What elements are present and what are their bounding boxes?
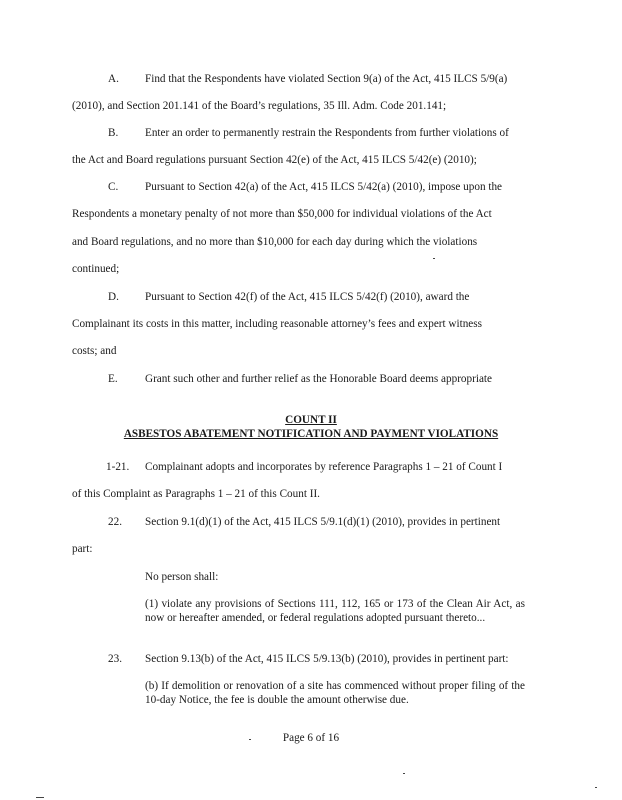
scan-speck <box>249 739 251 740</box>
scan-speck <box>36 797 44 798</box>
prayer-e-letter: E. <box>108 373 118 385</box>
prayer-a-line1: Find that the Respondents have violated Section 9(a) of the Act, 415 ILCS 5/9(a) <box>145 73 508 85</box>
paragraph-22-line2: part: <box>72 543 93 555</box>
paragraph-23-line1: Section 9.13(b) of the Act, 415 ILCS 5/9.13(b) (2010), provides in pertinent part: <box>145 653 509 665</box>
scan-speck <box>595 787 597 788</box>
prayer-d-letter: D. <box>108 291 119 303</box>
page-number: Page 6 of 16 <box>282 732 340 744</box>
prayer-a-letter: A. <box>108 73 119 85</box>
paragraph-1-21-line1: Complainant adopts and incorporates by reference Paragraphs 1 – 21 of Count I <box>145 461 503 473</box>
prayer-c-line3: and Board regulations, and no more than $10,000 for each day during which the violations <box>72 236 478 248</box>
prayer-b-letter: B. <box>108 127 119 139</box>
paragraph-22-quote-body: (1) violate any provisions of Sections 111, 112, 165 or 173 of the Clean Air Act, as now or hereafter amended, or federal regulations adopted pursuant thereto... <box>145 598 525 624</box>
paragraph-1-21-line2: of this Complaint as Paragraphs 1 – 21 of this Count II. <box>72 488 320 500</box>
prayer-e-line1: Grant such other and further relief as the Honorable Board deems appropriate <box>145 373 492 385</box>
prayer-a-line2: (2010), and Section 201.141 of the Board’s regulations, 35 Ill. Adm. Code 201.141; <box>72 100 447 112</box>
prayer-c-letter: C. <box>108 181 119 193</box>
prayer-b-line2: the Act and Board regulations pursuant Section 42(e) of the Act, 415 ILCS 5/42(e) (2010); <box>72 154 477 166</box>
prayer-c-line2: Respondents a monetary penalty of not more than $50,000 for individual violations of the Act <box>72 208 492 220</box>
paragraph-22-quote-intro: No person shall: <box>145 571 219 583</box>
paragraph-22-number: 22. <box>108 516 122 528</box>
prayer-c-line4: continued; <box>72 263 120 275</box>
prayer-d-line1: Pursuant to Section 42(f) of the Act, 415 ILCS 5/42(f) (2010), award the <box>145 291 470 303</box>
scan-speck <box>403 773 405 774</box>
prayer-c-line1: Pursuant to Section 42(a) of the Act, 415 ILCS 5/42(a) (2010), impose upon the <box>145 181 503 193</box>
paragraph-22-line1: Section 9.1(d)(1) of the Act, 415 ILCS 5/9.1(d)(1) (2010), provides in pertinent <box>145 516 501 528</box>
prayer-d-line2: Complainant its costs in this matter, including reasonable attorney’s fees and expert witness <box>72 318 482 330</box>
prayer-d-line3: costs; and <box>72 345 117 357</box>
paragraph-23-number: 23. <box>108 653 122 665</box>
paragraph-1-21-number: 1-21. <box>106 461 130 473</box>
scan-speck <box>433 258 435 259</box>
prayer-b-line1: Enter an order to permanently restrain the Respondents from further violations of <box>145 127 509 139</box>
count-title: COUNT II <box>285 414 337 426</box>
paragraph-23-quote-body: (b) If demolition or renovation of a site has commenced without proper filing of the 10-day Notice, the fee is double the amount otherwise due. <box>145 680 525 706</box>
count-subtitle: ASBESTOS ABATEMENT NOTIFICATION AND PAYMENT VIOLATIONS <box>123 428 499 440</box>
